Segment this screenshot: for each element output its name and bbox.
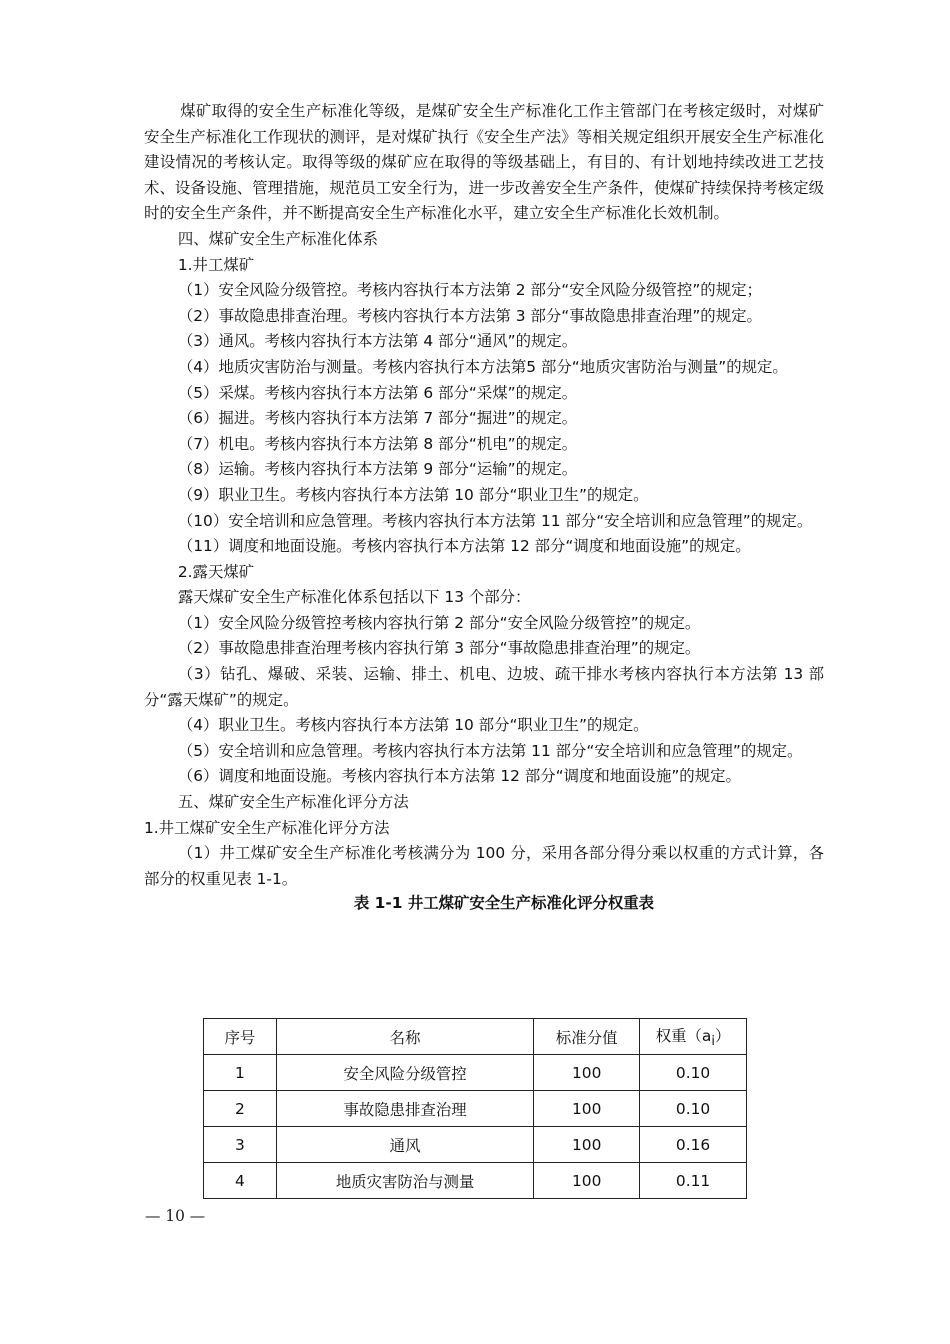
header-weight <box>640 1019 747 1055</box>
table-row <box>204 1127 747 1163</box>
cell-index: 4 <box>204 1163 277 1199</box>
cell-weight: 0.10 <box>640 1055 747 1091</box>
cell-name: 地质灾害防治与测量 <box>276 1163 533 1199</box>
table-caption: 表 1-1 井工煤矿安全生产标准化评分权重表 <box>353 894 655 913</box>
cell-name: 通风 <box>276 1127 533 1163</box>
list-item: （4）地质灾害防治与测量。考核内容执行本方法第5 部分“地质灾害防治与测量”的规定。 <box>177 357 788 376</box>
header-name: 名称 <box>276 1019 533 1055</box>
cell-score: 100 <box>534 1055 640 1091</box>
list-item: （6）掘进。考核内容执行本方法第 7 部分“掘进”的规定。 <box>177 409 578 428</box>
cell-name: 安全风险分级管控 <box>276 1055 533 1091</box>
cell-weight: 0.16 <box>640 1127 747 1163</box>
section-heading-5: 五、煤矿安全生产标准化评分方法 <box>177 793 409 812</box>
table-row <box>204 1091 747 1127</box>
cell-name: 事故隐患排查治理 <box>276 1091 533 1127</box>
cell-index: 1 <box>204 1055 277 1091</box>
subheading-open-pit-mine: 2.露天煤矿 <box>177 562 255 581</box>
subheading-scoring-method: 1.井工煤矿安全生产标准化评分方法 <box>144 818 390 837</box>
cell-score: 100 <box>534 1091 640 1127</box>
paragraph: 煤矿取得的安全生产标准化等级，是煤矿安全生产标准化工作主管部门在考核定级时，对煤矿安全生产标准化工作现状的测评，是对煤矿执行《安全生产法》等相关规定组织开展安全生产标准化建设情况的考核认定。取得等级的煤矿应在取得的等级基础上，有目的、有计划地持续改进工艺技术、设备设施、管理措施，规范员工安全行为，进一步改善安全生产条件，使煤矿持续保持考核定级时的安全生产条件，并不断提高安全生产标准化水平，建立安全生产标准化长效机制。 <box>144 102 824 223</box>
paragraph: （1）井工煤矿安全生产标准化考核满分为 100 分，采用各部分得分乘以权重的方式计算，各部分的权重见表 1-1。 <box>144 844 824 888</box>
list-item: （8）运输。考核内容执行本方法第 9 部分“运输”的规定。 <box>177 460 578 479</box>
list-item: （6）调度和地面设施。考核内容执行本方法第 12 部分“调度和地面设施”的规定。 <box>177 767 741 786</box>
section-heading-4: 四、煤矿安全生产标准化体系 <box>177 229 378 248</box>
list-item: （4）职业卫生。考核内容执行本方法第 10 部分“职业卫生”的规定。 <box>177 716 649 735</box>
page-number: — 10 — <box>145 1207 206 1225</box>
cell-weight: 0.11 <box>640 1163 747 1199</box>
table-row <box>204 1055 747 1091</box>
header-standard-score: 标准分值 <box>534 1019 640 1055</box>
list-item: （1）安全风险分级管控。考核内容执行本方法第 2 部分“安全风险分级管控”的规定； <box>177 281 762 300</box>
cell-score: 100 <box>534 1163 640 1199</box>
cell-index: 3 <box>204 1127 277 1163</box>
list-item: （9）职业卫生。考核内容执行本方法第 10 部分“职业卫生”的规定。 <box>177 485 649 504</box>
subheading-underground-mine: 1.井工煤矿 <box>177 255 255 274</box>
header-weight-subscript: i <box>711 1034 715 1050</box>
weights-table <box>203 1018 747 1199</box>
header-index: 序号 <box>204 1019 277 1055</box>
cell-index: 2 <box>204 1091 277 1127</box>
cell-weight: 0.10 <box>640 1091 747 1127</box>
list-item: （2）事故隐患排查治理考核内容执行第 3 部分“事故隐患排查治理”的规定。 <box>177 639 701 658</box>
table-header-row <box>204 1019 747 1055</box>
paragraph: 露天煤矿安全生产标准化体系包括以下 13 个部分： <box>177 588 531 607</box>
table-row <box>204 1163 747 1199</box>
cell-score: 100 <box>534 1127 640 1163</box>
list-item: （1）安全风险分级管控考核内容执行第 2 部分“安全风险分级管控”的规定。 <box>177 613 701 632</box>
header-weight-close: ） <box>714 1026 731 1045</box>
list-item: （3）钻孔、爆破、采装、运输、排土、机电、边坡、疏干排水考核内容执行本方法第 13 部分“露天煤矿”的规定。 <box>144 665 824 709</box>
list-item: （5）安全培训和应急管理。考核内容执行本方法第 11 部分“安全培训和应急管理”的规定。 <box>177 741 803 760</box>
list-item: （11）调度和地面设施。考核内容执行本方法第 12 部分“调度和地面设施”的规定。 <box>177 537 751 556</box>
list-item: （2）事故隐患排查治理。考核内容执行本方法第 3 部分“事故隐患排查治理”的规定。 <box>177 306 762 325</box>
list-item: （3）通风。考核内容执行本方法第 4 部分“通风”的规定。 <box>177 332 578 351</box>
list-item: （7）机电。考核内容执行本方法第 8 部分“机电”的规定。 <box>177 434 578 453</box>
list-item: （10）安全培训和应急管理。考核内容执行本方法第 11 部分“安全培训和应急管理”的规定。 <box>177 511 813 530</box>
list-item: （5）采煤。考核内容执行本方法第 6 部分“采煤”的规定。 <box>177 383 578 402</box>
header-weight-label: 权重（a <box>655 1026 712 1045</box>
body-text <box>144 99 824 914</box>
